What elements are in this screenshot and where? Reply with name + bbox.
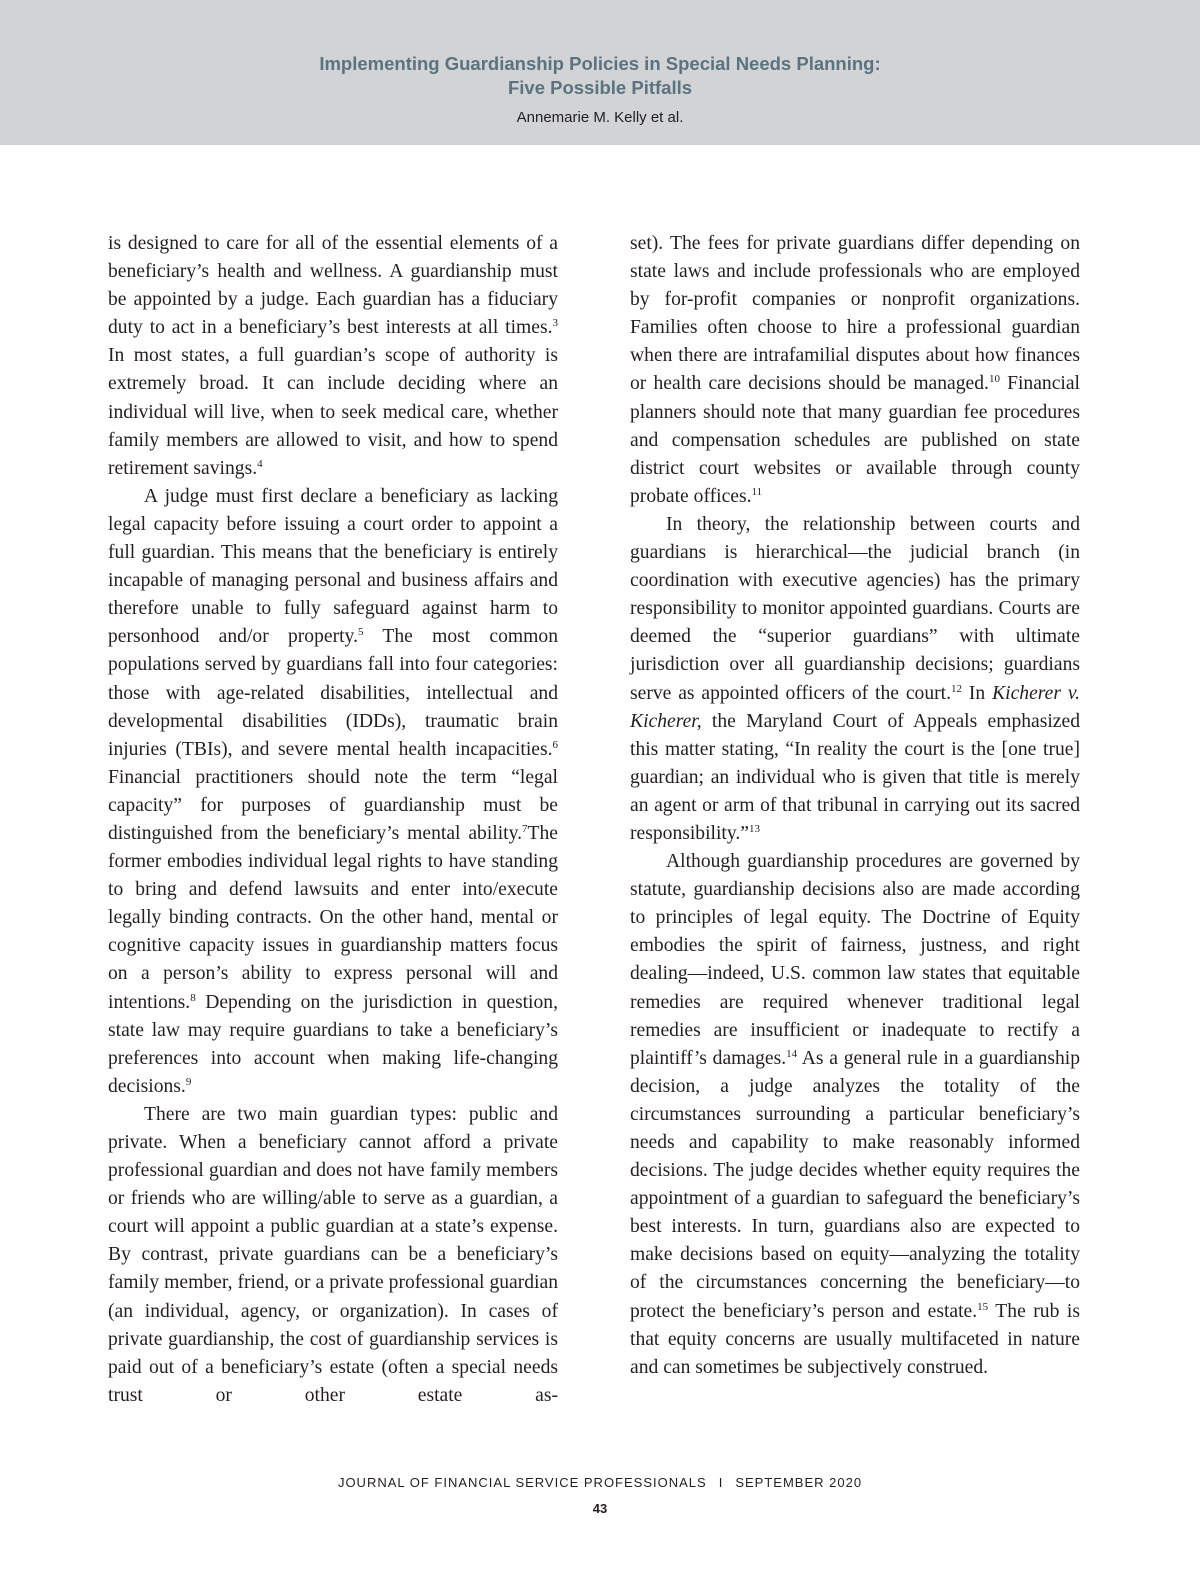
left-p3-text-a: There are two main guardian types: public and private. When a beneficiary cannot afford a private professional guardian and does not have family members or friends who are willing/able to serve as a guardian, a court will appoint a public guardian at a state’s expense. By contrast, private guardians can be a beneficiary’s family member, friend, or a private professional guardian (an individual, agency, or organization). In cases of private guardianship, the cost of guardianship services is paid out of a beneficiary’s estate (often a special needs trust or other estate as- [108,1103,558,1406]
article-title-line-1: Implementing Guardianship Policies in Special Needs Planning: [319,53,881,74]
footnote-ref-13: 13 [749,822,760,835]
footnote-ref-3: 3 [552,317,558,330]
footer-separator: I [718,1475,724,1490]
left-p2-text-d: The former embodies individual legal rights to have standing to bring and defend lawsuits and enter into/execute legally binding contracts. On the other hand, mental or cognitive capacity issues in guardianship matters focus on a person’s ability to express personal will and intentions. [108,822,558,1013]
footnote-ref-8: 8 [190,991,196,1004]
right-column [630,230,1080,1382]
right-p2-text-b: In [962,682,993,704]
right-p3-text-b: As a general rule in a guardianship decision, a judge analyzes the totality of the circumstances surrounding a particular beneficiary’s needs and capability to make reasonably informed decisions. The judge decides whether equity requires the appointment of a guardian to safeguard the beneficiary’s best interests. In turn, guardians also are expected to make decisions based on equity—analyzing the totality of the circumstances concerning the beneficiary—to protect the beneficiary’s person and estate. [630,1047,1080,1322]
left-p1-text-b: In most states, a full guardian’s scope of authority is extremely broad. It can include deciding where an individual will live, when to seek medical care, whether family members are allowed to visit, and how to spend retirement savings. [108,345,558,479]
footnote-ref-10: 10 [988,373,1000,386]
article-author: Annemarie M. Kelly et al. [516,109,684,126]
footnote-ref-14: 14 [786,1047,798,1060]
footnote-ref-15: 15 [977,1300,989,1313]
left-paragraph-1 [108,230,558,483]
left-p2-text-b: The most common populations served by guardians fall into four categories: those with age-related disabilities, intellectual and developmental disabilities (IDDs), traumatic brain injuries (TBIs), and severe mental health incapacities. [108,626,559,760]
right-p3-text-a: Although guardianship procedures are governed by statute, guardianship decisions also are made according to principles of legal equity. The Doctrine of Equity embodies the spirit of fairness, justness, and right dealing—indeed, U.S. common law states that equitable remedies are required whenever traditional legal remedies are insufficient or inadequate to rectify a plaintiff’s damages. [630,851,1080,1069]
footnote-ref-4: 4 [257,457,263,470]
footnote-ref-5: 5 [357,626,364,639]
page-number: 43 [592,1501,608,1516]
left-paragraph-2 [108,483,558,1101]
case-citation: Kicherer v. Kicherer, [630,682,1081,732]
right-paragraph-1 [630,230,1080,511]
right-paragraph-2 [630,511,1080,848]
article-title-line-2: Five Possible Pitfalls [507,77,693,98]
issue-date: SEPTEMBER 2020 [735,1475,863,1490]
running-header [0,0,1200,145]
journal-name: JOURNAL OF FINANCIAL SERVICE PROFESSIONALS [337,1475,707,1490]
right-paragraph-3 [630,848,1080,1382]
footnote-ref-9: 9 [185,1075,192,1088]
footnote-ref-12: 12 [951,682,963,695]
right-p3-text-c: The rub is that equity concerns are usually multifaceted in nature and can sometimes be subjectively construed. [630,1300,1080,1378]
running-footer [0,1474,1200,1492]
footnote-ref-11: 11 [751,485,763,498]
footnote-ref-6: 6 [552,738,558,751]
left-column [108,230,558,1410]
right-p1-text-a: set). The fees for private guardians differ depending on state laws and include professionals who are employed by for-profit companies or nonprofit organizations. Families often choose to hire a professional guardian when there are intrafamilial disputes about how finances or health care decisions should be managed. [630,233,1080,395]
footnote-ref-7: 7 [522,822,528,835]
right-p2-text-c: the Maryland Court of Appeals emphasized this matter stating, “In reality the court is the [one true] guardian; an individual who is given that title is merely an agent or arm of that tribunal in carrying out its sacred responsibility.” [630,710,1080,844]
left-paragraph-3 [108,1101,558,1410]
left-p2-text-c: Financial practitioners should note the term “legal capacity” for purposes of guardianship must be distinguished from the beneficiary’s mental ability. [108,766,558,844]
right-p1-text-b: Financial planners should note that many guardian fee procedures and compensation schedules are published on state district court websites or available through county probate offices. [630,373,1081,507]
right-p2-text-a: In theory, the relationship between courts and guardians is hierarchical—the judicial branch (in coordination with executive agencies) has the primary responsibility to monitor appointed guardians. Courts are deemed the “superior guardians” with ultimate jurisdiction over all guardianship decisions; guardians serve as appointed officers of the court. [630,513,1080,704]
left-p1-text-a: is designed to care for all of the essential elements of a beneficiary’s health and wellness. A guardianship must be appointed by a judge. Each guardian has a fiduciary duty to act in a beneficiary’s best interests at all times. [108,233,558,339]
left-p2-text-e: Depending on the jurisdiction in question, state law may require guardians to take a beneficiary’s preferences into account when making life-changing decisions. [108,991,558,1097]
left-p2-text-a: A judge must first declare a beneficiary as lacking legal capacity before issuing a court order to appoint a full guardian. This means that the beneficiary is entirely incapable of managing personal and business affairs and therefore unable to fully safeguard against harm to personhood and/or property. [108,485,558,648]
article-title [0,52,1200,100]
